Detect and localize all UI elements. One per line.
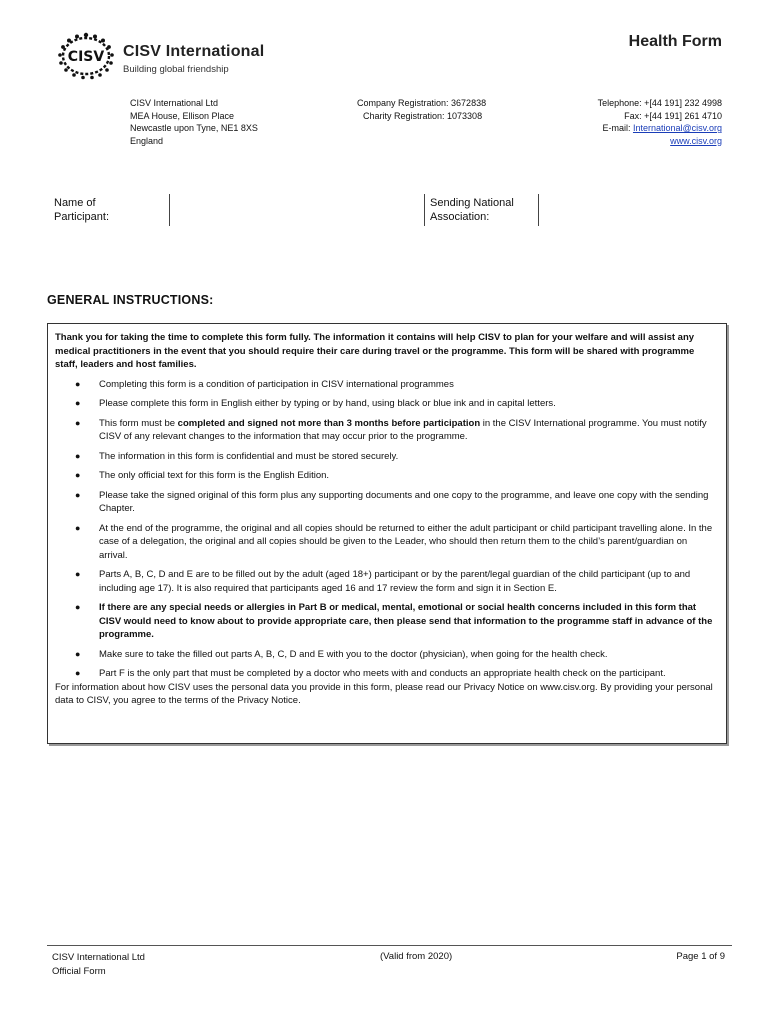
document-title: Health Form xyxy=(628,33,722,50)
instruction-text: Completing this form is a condition of participation in CISV international programmes xyxy=(99,378,454,390)
instruction-item xyxy=(55,667,718,681)
instruction-text: Please take the signed original of this form plus any supporting documents and one copy to the programme, and leave one copy with the sending Chapter. xyxy=(99,489,709,514)
instruction-item xyxy=(55,417,718,444)
instructions-intro: Thank you for taking the time to complete this form fully. The information it contains will help CISV to plan for your welfare and will assist any medical practitioners in the event that you should require their care during travel or the programme. This form will be shared with programme staff, leaders and host families. xyxy=(55,332,695,370)
bullet-icon: ● xyxy=(75,417,81,428)
registration-info xyxy=(357,97,486,122)
bullet-icon: ● xyxy=(75,648,81,659)
participant-name-label xyxy=(54,196,109,224)
bullet-icon: ● xyxy=(75,569,81,579)
footer-org-name: CISV International Ltd xyxy=(52,952,145,963)
cisv-logo-mark xyxy=(50,30,122,82)
instruction-text: Parts A, B, C, D and E are to be filled out by the adult (aged 18+) participant or by the parent/legal guardian of the child participant (up to and including age 17). It is also required that participants aged 16 and 17 review the form and sign it in Section E. xyxy=(99,569,691,594)
instruction-item xyxy=(55,568,718,595)
instructions-heading: GENERAL INSTRUCTIONS: xyxy=(47,293,214,307)
instruction-item xyxy=(55,469,718,483)
instruction-item xyxy=(55,522,718,563)
bullet-icon: ● xyxy=(75,398,81,408)
instruction-text: Make sure to take the filled out parts A, B, C, D and E with you to the doctor (physician), when going for the health check. xyxy=(99,648,608,660)
instruction-item xyxy=(55,648,718,662)
field-divider xyxy=(424,194,425,226)
company-registration: Company Registration: 3672838 xyxy=(357,98,487,108)
instructions-box xyxy=(47,323,727,744)
address-line: Newcastle upon Tyne, NE1 8XS xyxy=(130,123,258,133)
instructions-list xyxy=(55,378,718,681)
instruction-emphasis: If there are any special needs or allergies in Part B or medical, mental, emotional or social health concerns included in this form that CISV would need to know about to provide appropriate care, then please send that information to the programme staff in advance of the programme. xyxy=(99,602,713,640)
logo-text: CISV xyxy=(67,49,105,65)
field-divider xyxy=(538,194,539,226)
bullet-icon: ● xyxy=(75,378,81,389)
page-number: Page 1 of 9 xyxy=(676,951,725,962)
instruction-item xyxy=(55,601,718,642)
privacy-notice-text: For information about how CISV uses the personal data you provide in this form, please read our Privacy Notice on www.cisv.org. By providing your personal data to CISV, you agree to the terms of the Privacy Notice. xyxy=(55,681,713,706)
participant-name-field[interactable] xyxy=(172,194,422,226)
contact-info xyxy=(598,97,722,147)
instruction-text: The only official text for this form is the English Edition. xyxy=(99,470,330,481)
email-line xyxy=(598,122,722,135)
telephone: Telephone: +[44 191] 232 4998 xyxy=(597,98,722,108)
website-link[interactable]: www.cisv.org xyxy=(670,135,722,146)
bullet-icon: ● xyxy=(75,470,81,480)
sending-label-line: Sending National xyxy=(430,197,514,209)
org-tagline: Building global friendship xyxy=(123,64,229,75)
bullet-icon: ● xyxy=(75,602,81,612)
instruction-text: At the end of the programme, the original and all copies should be returned to either the adult participant or child participant travelling alone. In the case of a delegation, the original and all copies should be given to the Leader, who should then return them to the child’s parent/guardian on arrival. xyxy=(99,522,713,561)
sending-label-line: Association: xyxy=(430,211,490,223)
instruction-item xyxy=(55,397,718,411)
name-label-line: Participant: xyxy=(54,211,110,223)
fax: Fax: +[44 191] 261 4710 xyxy=(624,110,722,121)
org-name: CISV International xyxy=(123,43,265,60)
instruction-text: in the CISV International programme. You must notify CISV of any relevant changes to the information that may occur prior to the programme. xyxy=(99,417,707,442)
instruction-text: The information in this form is confidential and must be stored securely. xyxy=(99,450,399,462)
instruction-text: Please complete this form in English either by typing or by hand, using black or blue ink and in capital letters. xyxy=(99,398,556,409)
address-line: England xyxy=(130,135,164,146)
name-label-line: Name of xyxy=(54,197,96,209)
bullet-icon: ● xyxy=(75,489,81,500)
email-label: E-mail: xyxy=(602,123,633,133)
address-line: MEA House, Ellison Place xyxy=(130,110,235,121)
instruction-item xyxy=(55,450,718,464)
cisv-logo xyxy=(50,30,122,82)
charity-registration: Charity Registration: 1073308 xyxy=(363,110,483,121)
footer-org xyxy=(52,951,145,979)
instruction-text: Part F is the only part that must be completed by a doctor who meets with and conducts an appropriate health check on the participant. xyxy=(99,668,666,679)
bullet-icon: ● xyxy=(75,668,81,678)
bullet-icon: ● xyxy=(75,450,81,461)
instruction-item xyxy=(55,378,718,392)
address-line: CISV International Ltd xyxy=(130,98,219,108)
instruction-emphasis: completed and signed not more than 3 months before participation xyxy=(177,417,481,429)
sending-association-label xyxy=(430,196,514,224)
instruction-item xyxy=(55,489,718,516)
footer-form-type: Official Form xyxy=(52,966,106,977)
instruction-text: This form must be xyxy=(99,417,178,429)
postal-address xyxy=(130,97,258,147)
footer-divider xyxy=(47,945,732,946)
sending-association-field[interactable] xyxy=(541,194,721,226)
field-divider xyxy=(169,194,170,226)
bullet-icon: ● xyxy=(75,522,81,533)
email-link[interactable]: International@cisv.org xyxy=(632,123,722,133)
footer-validity: (Valid from 2020) xyxy=(380,951,453,962)
